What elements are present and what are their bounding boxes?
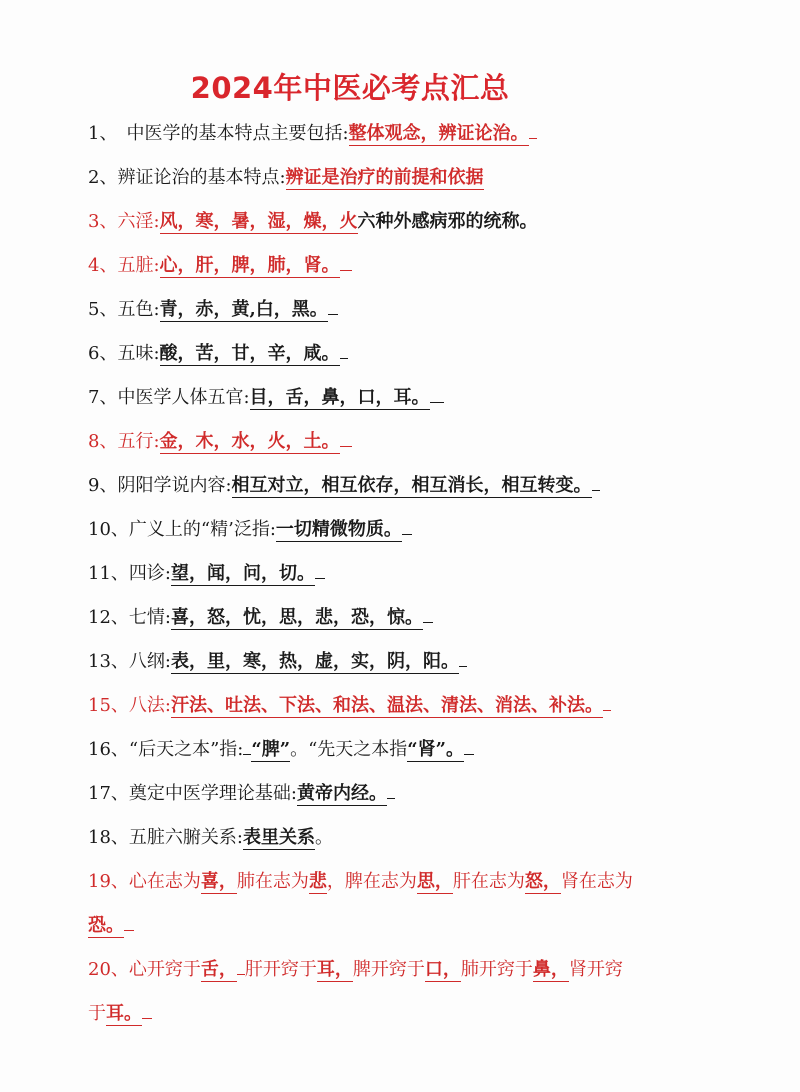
item-text: 肺开窍于 — [460, 959, 533, 980]
list-item-11 — [88, 562, 325, 586]
item-prefix: 2、辨证论治的基本特点: — [88, 167, 286, 188]
item-prefix: 17、奠定中医学理论基础: — [88, 783, 297, 804]
underline-tail — [529, 137, 537, 139]
item-prefix: 5、五色: — [88, 299, 160, 320]
item-prefix: 12、七情: — [88, 607, 171, 628]
item-answer: 整体观念，辨证论治。 — [348, 123, 529, 144]
item-text: 肝开窍于 — [244, 959, 317, 980]
item-answer: 表，里，寒，热，虚，实，阴，阳。 — [170, 651, 459, 672]
list-item-15 — [88, 694, 611, 718]
item-answer: 一切精微物质。 — [275, 519, 402, 540]
list-item-17 — [88, 782, 395, 806]
underline-tail — [328, 313, 338, 315]
item-answer-2: “肾”。 — [407, 739, 465, 760]
item-prefix: 6、五味: — [88, 343, 160, 364]
list-item-18 — [88, 826, 333, 850]
list-item-3 — [88, 210, 538, 234]
item-text: 脾开窍于 — [352, 959, 425, 980]
list-item-8 — [88, 430, 352, 454]
list-item-10 — [88, 518, 412, 542]
item-answer: 风，寒，暑，湿，燥，火 — [159, 211, 358, 232]
underline-tail — [423, 621, 433, 623]
item-answer: 恐。 — [88, 915, 124, 936]
item-prefix: 19、心在志为 — [88, 871, 201, 892]
item-answer: “脾” — [251, 739, 291, 760]
underline-tail — [402, 533, 412, 535]
underline-tail — [315, 577, 325, 579]
underline-tail — [340, 445, 352, 447]
list-item-12 — [88, 606, 433, 630]
underline-tail — [124, 929, 134, 931]
underline-tail — [340, 269, 352, 271]
item-answer: 鼻， — [532, 959, 569, 980]
item-answer: 心，肝，脾，肺，肾。 — [159, 255, 340, 276]
item-prefix: 1、 中医学的基本特点主要包括: — [88, 123, 349, 144]
item-prefix: 3、六淫: — [88, 211, 160, 232]
list-item-1 — [88, 122, 537, 146]
underline-tail — [430, 401, 444, 403]
item-answer: 酸，苦，甘，辛，咸。 — [159, 343, 340, 364]
item-answer: 辨证是治疗的前提和依据 — [285, 167, 484, 188]
underline-tail — [142, 1017, 152, 1019]
item-prefix: 10、广义上的“精’泛指: — [88, 519, 276, 540]
list-item-19-continued — [88, 914, 134, 938]
item-text: 于 — [88, 1003, 106, 1024]
item-answer: 表里关系 — [242, 827, 315, 848]
item-prefix: 20、心开窍于 — [88, 959, 201, 980]
item-mid: 。“先天之本指 — [290, 739, 408, 760]
list-item-16 — [88, 738, 474, 762]
item-answer: 目，舌，鼻，口，耳。 — [249, 387, 430, 408]
item-answer: 青，赤，黄,白，黑。 — [159, 299, 328, 320]
item-answer: 金，木，水，火，土。 — [159, 431, 340, 452]
item-prefix: 16、“后天之本”指: — [88, 739, 244, 760]
item-prefix: 9、阴阳学说内容: — [88, 475, 232, 496]
list-item-13 — [88, 650, 467, 674]
item-answer: 思， — [416, 871, 453, 892]
item-suffix: 。 — [314, 827, 333, 848]
underline-tail — [603, 709, 611, 711]
item-answer: 喜， — [200, 871, 237, 892]
list-item-9 — [88, 474, 600, 498]
item-text: ，脾在志为 — [326, 871, 417, 892]
list-item-2 — [88, 166, 484, 190]
item-prefix: 4、五脏: — [88, 255, 160, 276]
item-text: 肾开窍 — [568, 959, 623, 980]
item-answer: 口， — [424, 959, 461, 980]
underline-tail — [340, 357, 348, 359]
item-answer: 耳。 — [106, 1003, 142, 1024]
list-item-6 — [88, 342, 348, 366]
item-text: 肺在志为 — [236, 871, 309, 892]
underline-tail — [237, 973, 245, 975]
item-prefix: 13、八纲: — [88, 651, 171, 672]
item-answer: 黄帝内经。 — [296, 783, 387, 804]
item-answer: 望，闻，问，切。 — [170, 563, 315, 584]
item-text: 肝在志为 — [452, 871, 525, 892]
item-answer: 汗法、吐法、下法、和法、温法、清法、消法、补法。 — [170, 695, 603, 716]
item-text: 肾在志为 — [560, 871, 633, 892]
page-title: 2024年中医必考点汇总 — [190, 71, 510, 105]
list-item-4 — [88, 254, 352, 278]
item-answer: 喜，怒，忧，思，悲，恐，惊。 — [170, 607, 423, 628]
item-answer: 耳， — [316, 959, 353, 980]
item-prefix: 7、中医学人体五官: — [88, 387, 250, 408]
underline-tail — [592, 489, 600, 491]
item-answer: 怒， — [524, 871, 561, 892]
underline-tail — [387, 797, 395, 799]
item-answer: 舌， — [200, 959, 237, 980]
item-answer: 悲 — [308, 871, 327, 892]
underline-tail — [464, 753, 474, 755]
item-prefix: 15、八法: — [88, 695, 171, 716]
item-answer: 相互对立，相互依存，相互消长，相互转变。 — [231, 475, 592, 496]
list-item-5 — [88, 298, 338, 322]
item-prefix: 18、五脏六腑关系: — [88, 827, 243, 848]
list-item-20-continued — [88, 1002, 152, 1026]
list-item-7 — [88, 386, 444, 410]
list-item-20 — [88, 958, 623, 982]
item-suffix: 六种外感病邪的统称。 — [357, 211, 538, 232]
underline-tail — [459, 665, 467, 667]
list-item-19 — [88, 870, 633, 894]
item-prefix: 11、四诊: — [88, 563, 171, 584]
item-prefix: 8、五行: — [88, 431, 160, 452]
